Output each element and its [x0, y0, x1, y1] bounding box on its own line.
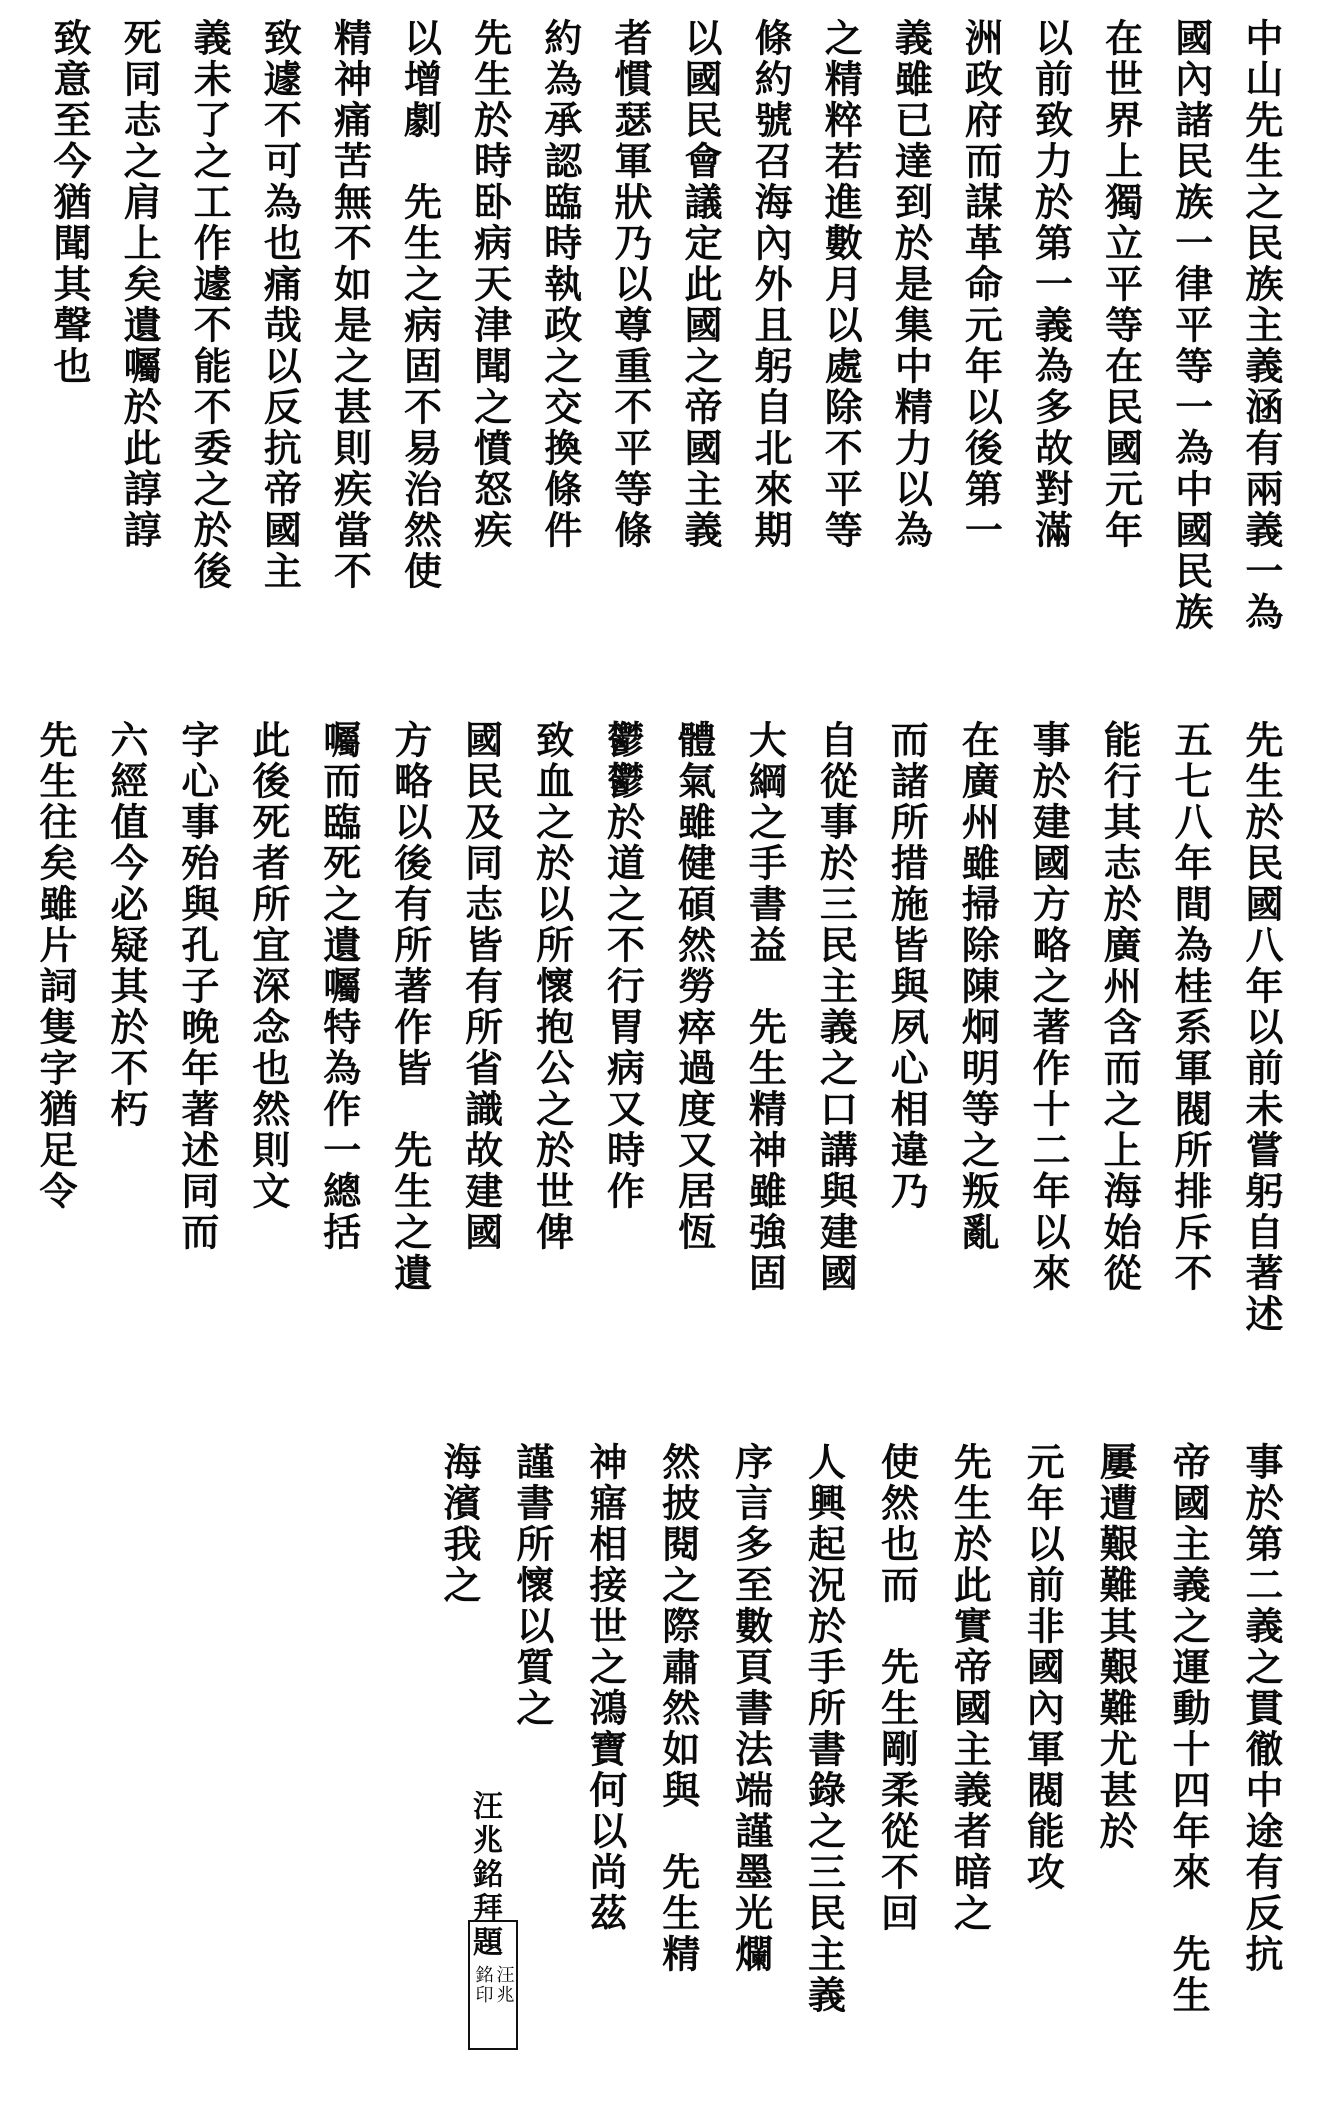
seal-text: 汪兆 — [493, 1965, 515, 2005]
text-column: 先生於時卧病天津聞之憤怒疾 — [467, 18, 513, 551]
text-column: 五七八年間為桂系軍閥所排斥不 — [1168, 720, 1213, 1294]
text-column: 使然也而 先生剛柔從不回 — [874, 1442, 920, 1934]
text-column: 事於第二義之貫徹中途有反抗 — [1238, 1442, 1284, 1975]
seal-stamp — [468, 1920, 518, 2050]
text-column: 帝國主義之運動十四年來 先生 — [1166, 1442, 1212, 2016]
text-column: 人興起況於手所書錄之三民主義 — [801, 1442, 847, 2016]
text-column: 國內諸民族一律平等一為中國民族 — [1168, 18, 1214, 633]
text-column: 死同志之肩上矣遺囑於此諄諄 — [117, 18, 163, 551]
text-column: 在廣州雖掃除陳炯明等之叛亂 — [955, 720, 1001, 1253]
text-column: 先生往矣雖片詞隻字猶足令 — [33, 720, 78, 1212]
text-column: 致遽不可為也痛哉以反抗帝國主 — [257, 18, 303, 592]
text-column: 先生於民國八年以前未嘗躬自著述 — [1238, 720, 1284, 1335]
text-column: 在世界上獨立平等在民國元年 — [1098, 18, 1144, 551]
text-column: 洲政府而謀革命元年以後第一 — [958, 18, 1004, 551]
text-column: 序言多至數頁書法端謹墨光爛 — [728, 1442, 774, 1975]
text-column: 神寤相接世之鴻寶何以尚茲 — [582, 1442, 628, 1934]
text-column: 方略以後有所著作皆 先生之遺 — [387, 720, 433, 1294]
text-column: 以國民會議定此國之帝國主義 — [677, 18, 723, 551]
text-column: 精神痛苦無不如是之甚則疾當不 — [327, 18, 373, 592]
text-column: 元年以前非國內軍閥能攻 — [1020, 1442, 1066, 1893]
text-column: 鬱鬱於道之不行胃病又時作 — [600, 720, 646, 1212]
text-block-bottom — [437, 1442, 1284, 2082]
text-column: 謹書所懷以質之 — [509, 1442, 555, 1729]
text-column: 事於建國方略之著作十二年以來 — [1026, 720, 1072, 1294]
text-column: 中山先生之民族主義涵有兩義一為 — [1238, 18, 1284, 633]
text-column: 義雖已達到於是集中精力以為 — [888, 18, 934, 551]
text-column: 以增劇 先生之病固不易治然使 — [397, 18, 443, 592]
text-column: 以前致力於第一義為多故對滿 — [1028, 18, 1074, 551]
text-column: 先生於此實帝國主義者暗之 — [947, 1442, 993, 1934]
seal-text: 銘印 — [472, 1965, 494, 2005]
text-column: 之精粹若進數月以處除不平等 — [818, 18, 864, 551]
signature: 汪兆銘拜題 — [467, 1790, 502, 1960]
text-column: 義未了之工作遽不能不委之於後 — [187, 18, 233, 592]
text-column: 囑而臨死之遺囑特為作一總括 — [316, 720, 362, 1253]
text-column: 致血之於以所懷抱公之於世俾 — [529, 720, 575, 1253]
text-column: 此後死者所宜深念也然則文 — [245, 720, 291, 1212]
text-column: 者慣瑟軍狀乃以尊重不平等條 — [607, 18, 653, 551]
text-column: 而諸所措施皆與夙心相違乃 — [884, 720, 930, 1212]
text-column: 字心事殆與孔子晚年著述同而 — [174, 720, 220, 1253]
text-block-top — [47, 18, 1284, 658]
text-column: 致意至今猶聞其聲也 — [47, 18, 92, 387]
text-column: 六經值今必疑其於不朽 — [103, 720, 149, 1130]
text-column: 海濱我之 — [437, 1442, 482, 1606]
text-column: 然披閱之際肅然如與 先生精 — [655, 1442, 701, 1975]
text-column: 屢遭艱難其艱難尤甚於 — [1093, 1442, 1139, 1852]
text-column: 能行其志於廣州含而之上海始從 — [1097, 720, 1143, 1294]
text-column: 國民及同志皆有所省識故建國 — [458, 720, 504, 1253]
text-column: 約為承認臨時執政之交換條件 — [537, 18, 583, 551]
text-column: 條約號召海內外且躬自北來期 — [748, 18, 794, 551]
text-column: 體氣雖健碩然勞瘁過度又居恆 — [671, 720, 717, 1253]
text-column: 大綱之手書益 先生精神雖強固 — [742, 720, 788, 1294]
text-block-middle — [33, 720, 1284, 1360]
text-column: 自從事於三民主義之口講與建國 — [813, 720, 859, 1294]
